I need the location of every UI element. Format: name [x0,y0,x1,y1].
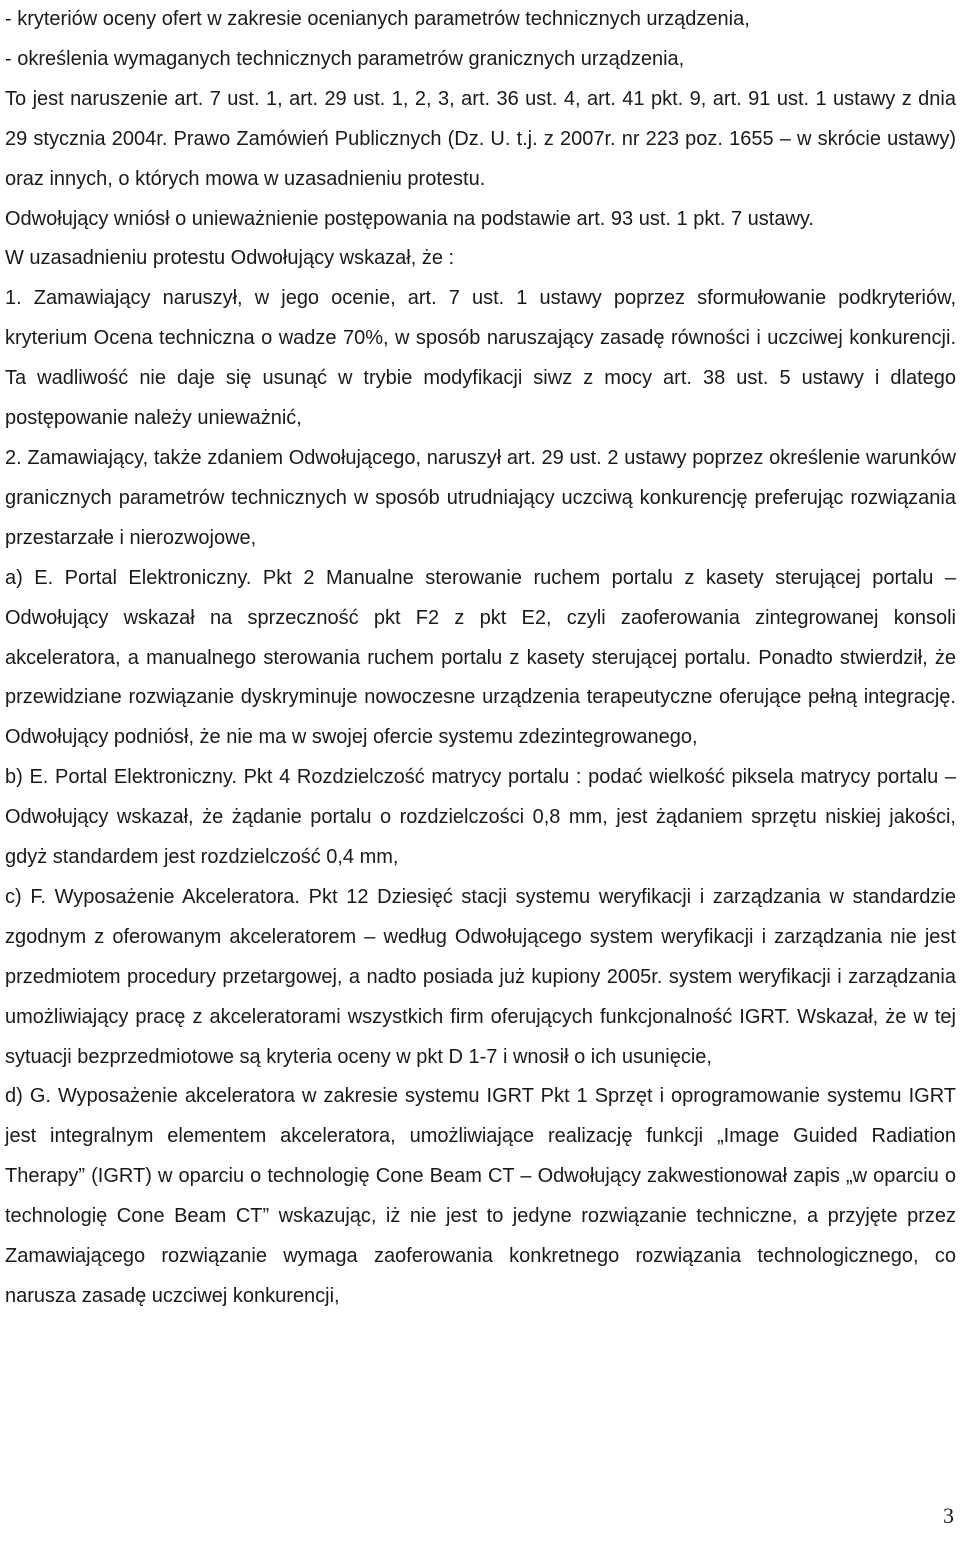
page-number: 3 [943,1503,954,1528]
paragraph-violation: To jest naruszenie art. 7 ust. 1, art. 29 ust. 1, 2, 3, art. 36 ust. 4, art. 41 pkt. 9, art. 91 ust. 1 ustawy z dnia 29 stycznia 2004r. Prawo Zamówień Publicznych (Dz. U. t.j. z 2007r. nr 223 poz. 1655 – w skrócie ustawy) oraz innych, o których mowa w uzasadnieniu protestu. [5,87,956,190]
paragraph-justification-intro: W uzasadnieniu protestu Odwołujący wskazał, że : [5,247,455,270]
paragraph-item-d: d) G. Wyposażenie akceleratora w zakresie systemu IGRT Pkt 1 Sprzęt i oprogramowanie systemu IGRT jest integralnym elementem akceleratora, umożliwiające realizację funkcji „Image Guided Radiation Therapy” (IGRT) w oparciu o technologię Cone Beam CT – Odwołujący zakwestionował zapis „w oparciu o technologię Cone Beam CT” wskazując, iż nie jest to jedyne rozwiązanie techniczne, a przyjęte przez Zamawiającego rozwiązanie wymaga zaoferowania konkretnego rozwiązania technologicznego, co narusza zasadę uczciwej konkurencji, [5,1085,956,1307]
paragraph-point-1: 1. Zamawiający naruszył, w jego ocenie, art. 7 ust. 1 ustawy poprzez sformułowanie podkryteriów, kryterium Ocena techniczna o wadze 70%, w sposób naruszający zasadę równości i uczciwej konkurencji. Ta wadliwość nie daje się usunąć w trybie modyfikacji siwz z mocy art. 38 ust. 5 ustawy i dlatego postępowanie należy unieważnić, [5,287,956,430]
paragraph-point-2: 2. Zamawiający, także zdaniem Odwołującego, naruszył art. 29 ust. 2 ustawy poprzez określenie warunków granicznych parametrów technicznych w sposób utrudniający uczciwą konkurencję preferując rozwiązania przestarzałe i nierozwojowe, [5,446,956,549]
document-body [5,0,956,1317]
paragraph-annulment-request: Odwołujący wniósł o unieważnienie postępowania na podstawie art. 93 ust. 1 pkt. 7 ustawy. [5,207,814,230]
paragraph-item-c: c) F. Wyposażenie Akceleratora. Pkt 12 Dziesięć stacji systemu weryfikacji i zarządzania w standardzie zgodnym z oferowanym akceleratorem – według Odwołującego system weryfikacji i zarządzania nie jest przedmiotem procedury przetargowej, a nadto posiada już kupiony 2005r. system weryfikacji i zarządzania umożliwiający pracę z akceleratorami wszystkich firm oferujących funkcjonalność IGRT. Wskazał, że w tej sytuacji bezprzedmiotowe są kryteria oceny w pkt D 1-7 i wnosił o ich usunięcie, [5,885,956,1068]
paragraph-criteria: - kryteriów oceny ofert w zakresie ocenianych parametrów technicznych urządzenia, [5,8,750,30]
paragraph-item-b: b) E. Portal Elektroniczny. Pkt 4 Rozdzielczość matrycy portalu : podać wielkość piksela matrycy portalu – Odwołujący wskazał, że żądanie portalu o rozdzielczości 0,8 mm, jest żądaniem sprzętu niskiej jakości, gdyż standardem jest rozdzielczość 0,4 mm, [5,766,956,869]
paragraph-item-a: a) E. Portal Elektroniczny. Pkt 2 Manualne sterowanie ruchem portalu z kasety sterującej portalu – Odwołujący wskazał na sprzeczność pkt F2 z pkt E2, czyli zaoferowania zintegrowanej konsoli akceleratora, a manualnego sterowania ruchem portalu z kasety sterującej portalu. Ponadto stwierdził, że przewidziane rozwiązanie dyskryminuje nowoczesne urządzenia terapeutyczne oferujące pełną integrację. Odwołujący podniósł, że nie ma w swojej ofercie systemu zdezintegrowanego, [5,566,956,749]
paragraph-parameters: - określenia wymaganych technicznych parametrów granicznych urządzenia, [5,47,685,70]
